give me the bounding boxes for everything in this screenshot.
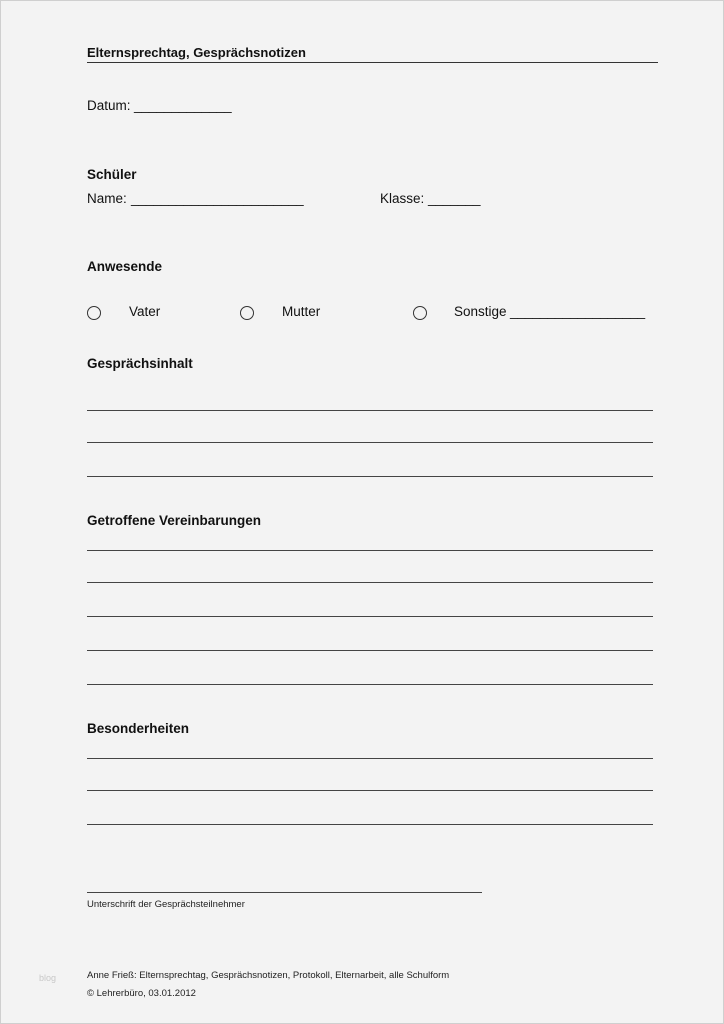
mutter-label: Mutter — [282, 304, 321, 319]
besonderheiten-heading: Besonderheiten — [87, 721, 190, 736]
writing-line[interactable] — [87, 582, 653, 583]
title-underline — [87, 62, 658, 63]
sonstige-label: Sonstige — [454, 304, 507, 319]
sonstige-field[interactable]: __________________ — [510, 304, 646, 319]
writing-line[interactable] — [87, 616, 653, 617]
klasse-field[interactable]: _______ — [428, 191, 481, 206]
writing-line[interactable] — [87, 758, 653, 759]
vater-label: Vater — [129, 304, 161, 319]
document-title: Elternsprechtag, Gesprächsnotizen — [87, 45, 306, 60]
writing-line[interactable] — [87, 790, 653, 791]
writing-line[interactable] — [87, 650, 653, 651]
watermark: blog — [39, 973, 57, 983]
name-field[interactable]: _______________________ — [131, 191, 304, 206]
gespraechsinhalt-heading: Gesprächsinhalt — [87, 356, 193, 371]
radio-vater[interactable] — [87, 306, 101, 320]
signature-line[interactable] — [87, 892, 482, 893]
footer-citation: Anne Frieß: Elternsprechtag, Gesprächsnotizen, Protokoll, Elternarbeit, alle Schulform — [87, 970, 450, 981]
footer-copyright: © Lehrerbüro, 03.01.2012 — [87, 988, 196, 999]
writing-line[interactable] — [87, 476, 653, 477]
writing-line[interactable] — [87, 410, 653, 411]
datum-label: Datum: — [87, 98, 131, 113]
datum-field[interactable]: _____________ — [134, 98, 232, 113]
writing-line[interactable] — [87, 824, 653, 825]
signature-caption: Unterschrift der Gesprächsteilnehmer — [87, 899, 245, 910]
writing-line[interactable] — [87, 442, 653, 443]
name-label: Name: — [87, 191, 127, 206]
radio-mutter[interactable] — [240, 306, 254, 320]
vereinbarungen-heading: Getroffene Vereinbarungen — [87, 513, 262, 528]
klasse-label: Klasse: — [380, 191, 425, 206]
anwesende-heading: Anwesende — [87, 259, 163, 274]
writing-line[interactable] — [87, 684, 653, 685]
schueler-heading: Schüler — [87, 167, 137, 182]
radio-sonstige[interactable] — [413, 306, 427, 320]
writing-line[interactable] — [87, 550, 653, 551]
